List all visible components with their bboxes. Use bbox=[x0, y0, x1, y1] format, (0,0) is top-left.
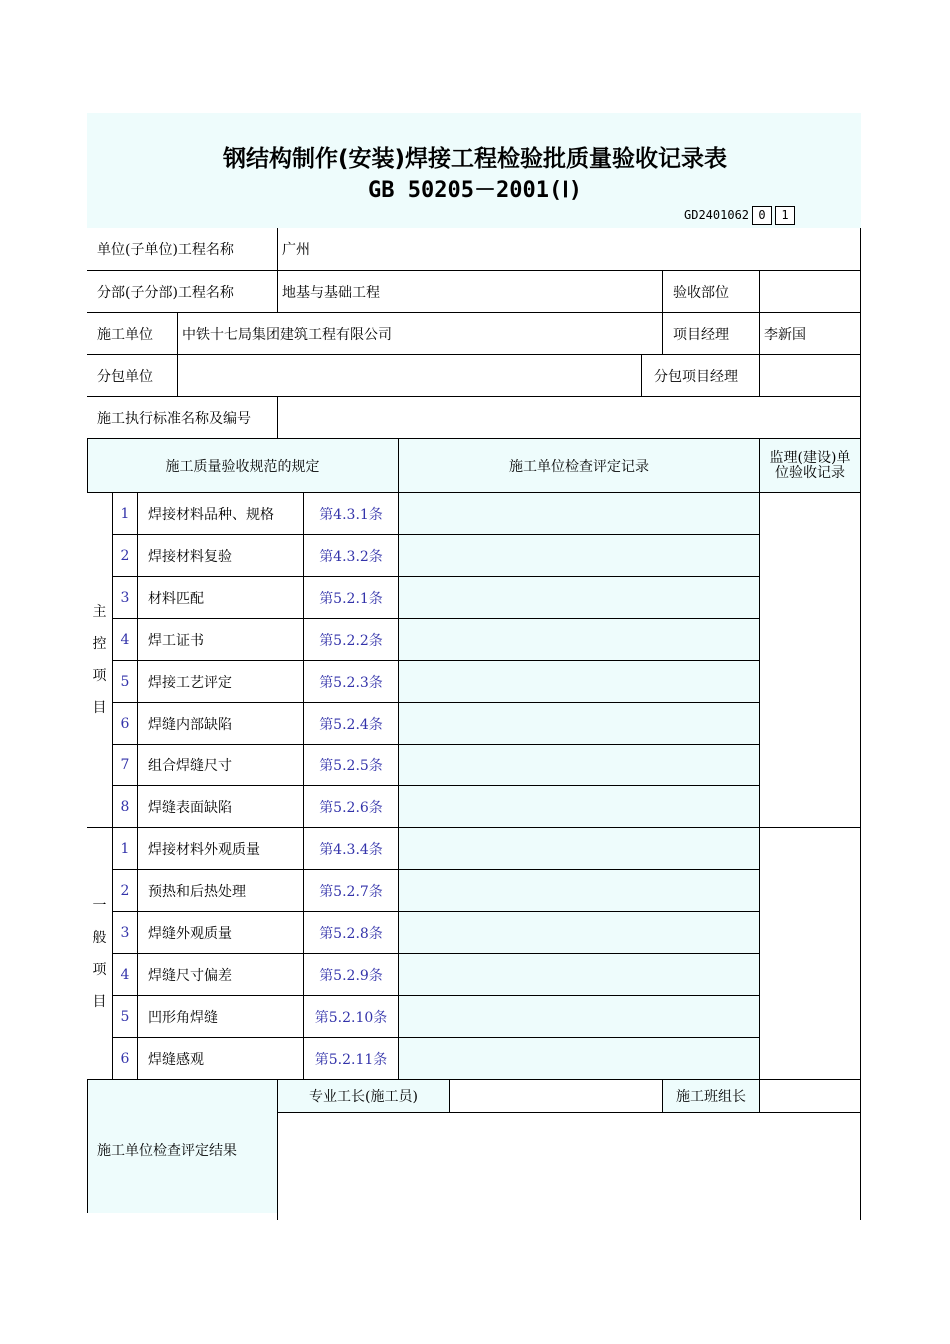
general-item-no: 3 bbox=[113, 912, 138, 954]
main-item-name: 焊接材料品种、规格 bbox=[138, 493, 304, 535]
main-item-no: 1 bbox=[113, 493, 138, 535]
general-item-clause: 第5.2.10条 bbox=[304, 996, 399, 1038]
main-item-no: 5 bbox=[113, 661, 138, 703]
sub-project-label: 分部(子分部)工程名称 bbox=[87, 271, 278, 313]
form-title: 钢结构制作(安装)焊接工程检验批质量验收记录表 bbox=[222, 146, 728, 172]
general-group-label bbox=[87, 828, 113, 1080]
main-supervision-record[interactable] bbox=[760, 493, 861, 828]
main-item-name: 组合焊缝尺寸 bbox=[138, 745, 304, 786]
main-item-name: 焊接材料复验 bbox=[138, 535, 304, 577]
main-item-check-record[interactable] bbox=[399, 535, 760, 577]
main-item-name: 焊工证书 bbox=[138, 619, 304, 661]
general-item-clause: 第5.2.7条 bbox=[304, 870, 399, 912]
foreman-label: 专业工长(施工员) bbox=[278, 1080, 450, 1113]
general-item-no: 4 bbox=[113, 954, 138, 996]
exec-std-value[interactable] bbox=[278, 397, 861, 439]
main-item-clause: 第5.2.6条 bbox=[304, 786, 399, 828]
general-item-check-record[interactable] bbox=[399, 1038, 760, 1080]
main-item-name: 焊缝表面缺陷 bbox=[138, 786, 304, 828]
main-item-clause: 第5.2.4条 bbox=[304, 703, 399, 745]
unit-name-label: 单位(子单位)工程名称 bbox=[87, 228, 278, 271]
general-item-name: 焊缝外观质量 bbox=[138, 912, 304, 954]
main-item-no: 3 bbox=[113, 577, 138, 619]
main-item-clause: 第5.2.1条 bbox=[304, 577, 399, 619]
exec-std-label: 施工执行标准名称及编号 bbox=[87, 397, 278, 439]
main-item-check-record[interactable] bbox=[399, 493, 760, 535]
accept-part-value[interactable] bbox=[760, 271, 861, 313]
general-item-check-record[interactable] bbox=[399, 870, 760, 912]
result-content-area[interactable] bbox=[278, 1113, 861, 1220]
form-code-text: GD2401062 bbox=[684, 208, 750, 222]
main-item-check-record[interactable] bbox=[399, 786, 760, 828]
pm-value[interactable]: 李新国 bbox=[760, 313, 861, 355]
main-item-clause: 第5.2.2条 bbox=[304, 619, 399, 661]
general-group-char: 一 bbox=[92, 897, 107, 914]
pm-label: 项目经理 bbox=[663, 313, 760, 355]
col-header-check: 施工单位检查评定记录 bbox=[399, 439, 760, 493]
col-header-supervision: 监理(建设)单位验收记录 bbox=[760, 439, 861, 493]
main-item-clause: 第5.2.3条 bbox=[304, 661, 399, 703]
main-item-check-record[interactable] bbox=[399, 577, 760, 619]
main-item-check-record[interactable] bbox=[399, 703, 760, 745]
sub-pm-value[interactable] bbox=[760, 355, 861, 397]
result-label: 施工单位检查评定结果 bbox=[87, 1080, 278, 1220]
standard-code: GB 50205－2001(Ⅰ) bbox=[368, 178, 582, 203]
subcontractor-label: 分包单位 bbox=[87, 355, 178, 397]
general-item-check-record[interactable] bbox=[399, 912, 760, 954]
general-group-char: 般 bbox=[92, 929, 107, 946]
accept-part-label: 验收部位 bbox=[663, 271, 760, 313]
general-item-name: 焊缝尺寸偏差 bbox=[138, 954, 304, 996]
main-item-no: 7 bbox=[113, 745, 138, 786]
foreman-value[interactable] bbox=[450, 1080, 663, 1113]
general-group-char: 目 bbox=[92, 993, 107, 1010]
team-leader-label: 施工班组长 bbox=[663, 1080, 760, 1113]
general-item-clause: 第5.2.8条 bbox=[304, 912, 399, 954]
team-leader-value[interactable] bbox=[760, 1080, 861, 1113]
general-item-name: 焊接材料外观质量 bbox=[138, 828, 304, 870]
main-item-no: 4 bbox=[113, 619, 138, 661]
contractor-label: 施工单位 bbox=[87, 313, 178, 355]
main-item-no: 6 bbox=[113, 703, 138, 745]
subcontractor-value[interactable] bbox=[178, 355, 642, 397]
general-item-name: 凹形角焊缝 bbox=[138, 996, 304, 1038]
general-item-clause: 第5.2.9条 bbox=[304, 954, 399, 996]
general-item-no: 5 bbox=[113, 996, 138, 1038]
main-item-clause: 第5.2.5条 bbox=[304, 745, 399, 786]
general-item-name: 焊缝感观 bbox=[138, 1038, 304, 1080]
code-box-1: 0 bbox=[752, 206, 772, 225]
general-item-check-record[interactable] bbox=[399, 954, 760, 996]
sub-project-value[interactable]: 地基与基础工程 bbox=[278, 271, 663, 313]
main-item-no: 2 bbox=[113, 535, 138, 577]
general-item-no: 1 bbox=[113, 828, 138, 870]
general-group-char: 项 bbox=[92, 961, 107, 978]
general-item-name: 预热和后热处理 bbox=[138, 870, 304, 912]
main-item-check-record[interactable] bbox=[399, 619, 760, 661]
form-code bbox=[684, 205, 795, 225]
general-item-clause: 第5.2.11条 bbox=[304, 1038, 399, 1080]
main-item-name: 焊缝内部缺陷 bbox=[138, 703, 304, 745]
main-item-no: 8 bbox=[113, 786, 138, 828]
main-item-name: 焊接工艺评定 bbox=[138, 661, 304, 703]
main-group-char: 目 bbox=[92, 700, 107, 716]
main-group-char: 控 bbox=[92, 636, 107, 652]
general-item-check-record[interactable] bbox=[399, 828, 760, 870]
main-group-char: 项 bbox=[92, 668, 107, 684]
general-item-no: 2 bbox=[113, 870, 138, 912]
main-item-clause: 第4.3.2条 bbox=[304, 535, 399, 577]
main-item-clause: 第4.3.1条 bbox=[304, 493, 399, 535]
general-item-clause: 第4.3.4条 bbox=[304, 828, 399, 870]
main-group-label bbox=[87, 493, 113, 828]
main-item-name: 材料匹配 bbox=[138, 577, 304, 619]
main-group-char: 主 bbox=[92, 604, 107, 620]
contractor-value[interactable]: 中铁十七局集团建筑工程有限公司 bbox=[178, 313, 663, 355]
unit-name-value[interactable]: 广州 bbox=[278, 228, 861, 271]
sub-pm-label: 分包项目经理 bbox=[642, 355, 760, 397]
main-item-check-record[interactable] bbox=[399, 745, 760, 786]
code-box-2: 1 bbox=[775, 206, 795, 225]
main-item-check-record[interactable] bbox=[399, 661, 760, 703]
general-item-check-record[interactable] bbox=[399, 996, 760, 1038]
general-item-no: 6 bbox=[113, 1038, 138, 1080]
col-header-spec: 施工质量验收规范的规定 bbox=[87, 439, 399, 493]
general-supervision-record[interactable] bbox=[760, 828, 861, 1080]
